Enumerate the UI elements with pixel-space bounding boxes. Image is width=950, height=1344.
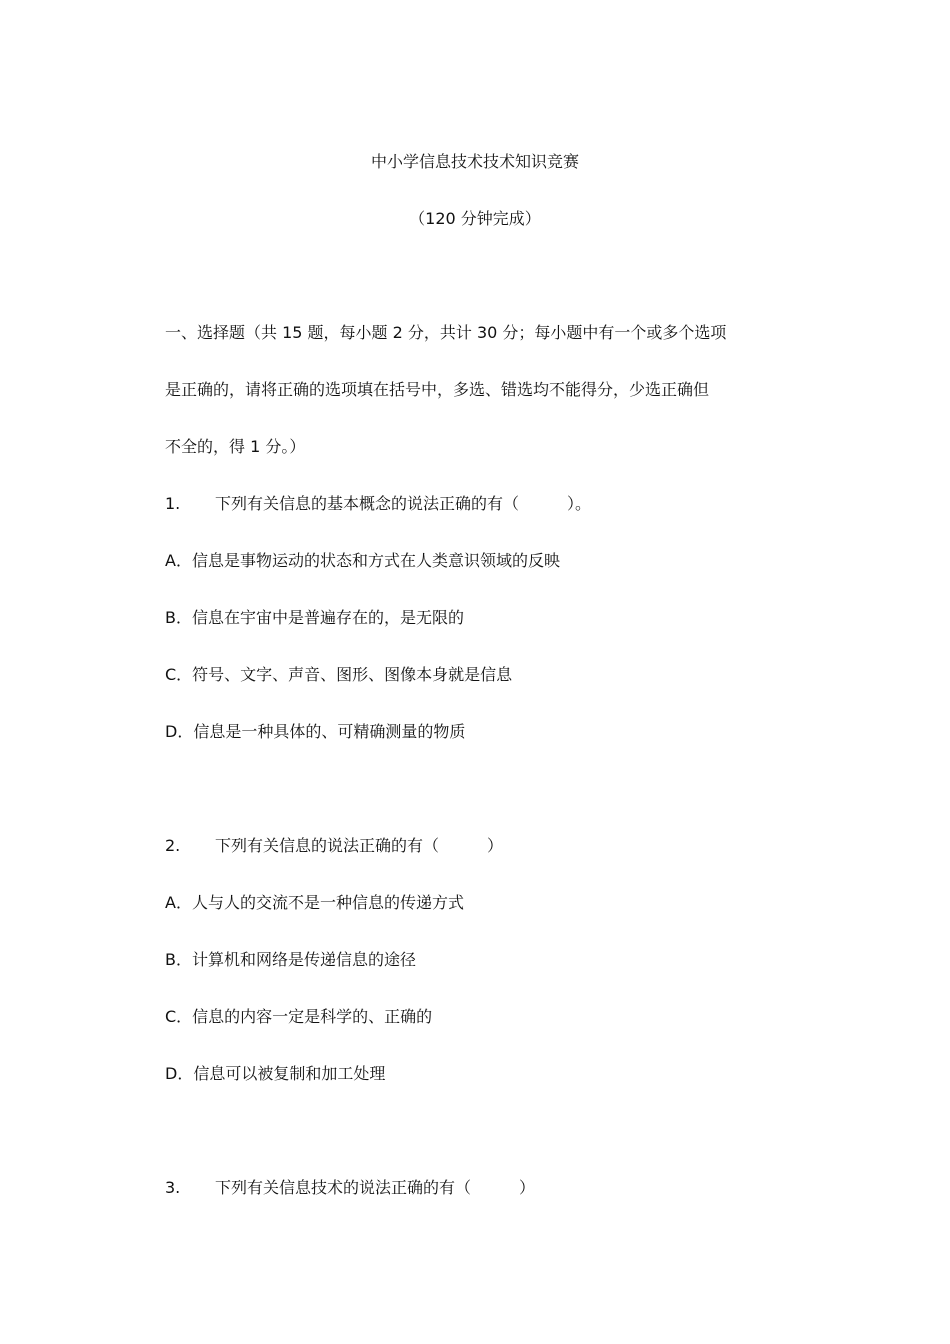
option-d: D．信息可以被复制和加工处理 <box>165 1064 386 1083</box>
exam-duration: （120 分钟完成） <box>409 209 541 228</box>
option-b: B．信息在宇宙中是普遍存在的，是无限的 <box>165 608 464 627</box>
instruction-line: 不全的，得 1 分。） <box>165 437 306 456</box>
option-c: C．符号、文字、声音、图形、图像本身就是信息 <box>165 665 513 684</box>
question-number: 2. <box>165 836 181 855</box>
question-stem <box>165 836 503 856</box>
option-b: B．计算机和网络是传递信息的途径 <box>165 950 416 969</box>
question-stem <box>165 1178 535 1198</box>
option-a: A．人与人的交流不是一种信息的传递方式 <box>165 893 464 912</box>
instruction-line: 是正确的，请将正确的选项填在括号中，多选、错选均不能得分，少选正确但 <box>165 380 710 399</box>
question-text: 下列有关信息技术的说法正确的有（ ） <box>215 1178 536 1197</box>
instruction-line: 一、选择题（共 15 题，每小题 2 分，共计 30 分；每小题中有一个或多个选项 <box>165 323 727 342</box>
exam-title: 中小学信息技术技术知识竞赛 <box>370 152 579 171</box>
question-number: 1. <box>165 494 181 513</box>
option-a: A．信息是事物运动的状态和方式在人类意识领域的反映 <box>165 551 560 570</box>
option-c: C．信息的内容一定是科学的、正确的 <box>165 1007 433 1026</box>
question-text: 下列有关信息的基本概念的说法正确的有（ ）。 <box>215 494 592 513</box>
question-text: 下列有关信息的说法正确的有（ ） <box>215 836 504 855</box>
option-d: D．信息是一种具体的、可精确测量的物质 <box>165 722 466 741</box>
question-number: 3. <box>165 1178 181 1197</box>
question-stem <box>165 494 591 514</box>
